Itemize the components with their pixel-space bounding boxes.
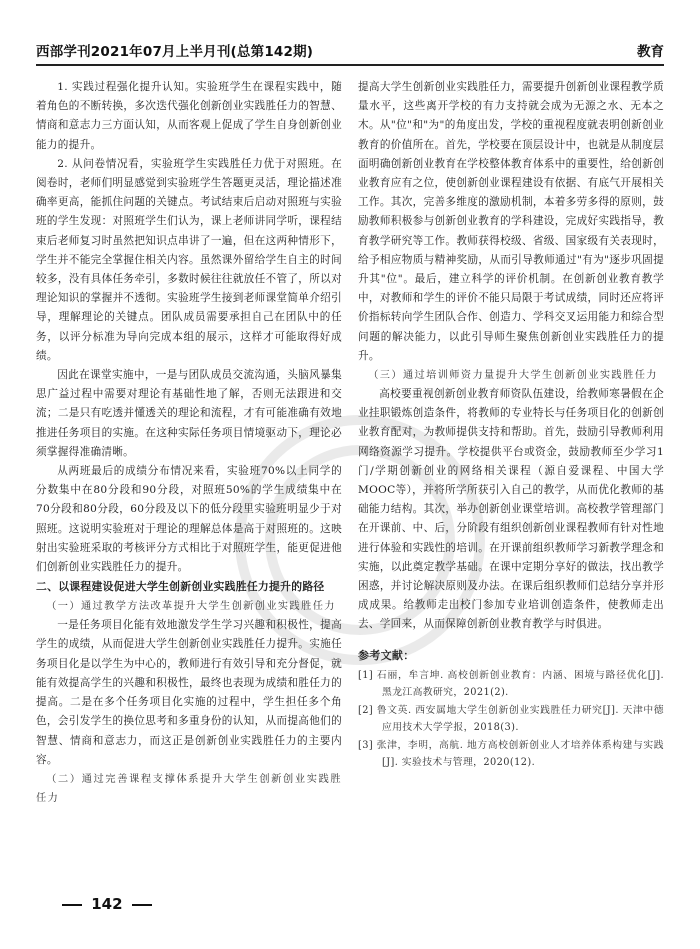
- paragraph: 高校要重视创新创业教育师资队伍建设，给教师寒暑假在企业挂职锻炼创造条件，将教师的专业特长与任务项目化的创新创业教育配对，为教师提供支持和帮助。首先，鼓励引导教师利用网络资源学习提升。学校提供平台或资金，鼓励教师至少学习1门/学期创新创业的网络相关课程（源自爱课程、中国大学MOOC等），并将所学所获引入自己的教学，从而优化教师的基础能力结构。其次，举办创新创业课堂培训。高校教学管理部门在开课前、中、后，分阶段有组织创新创业课程教师有针对性地进行体验和实践性的培训。在开课前组织教师学习新教学理念和实施，以此奠定教学基础。在课中定期分享好的做法，找出教学困惑，并讨论解决原则及办法。在课后组织教师们总结分享并形成成果。给教师走出校门参加专业培训创造条件，使教师走出去、学回来，从而保障创新创业教育教学与时俱进。: [358, 388, 664, 631]
- reference-list: [358, 667, 664, 772]
- footer-dash-left: [62, 904, 82, 906]
- page-footer: [58, 895, 198, 921]
- references-title: 参考文献：: [358, 648, 415, 662]
- left-column: [36, 78, 342, 808]
- footer-dash-right: [132, 904, 152, 906]
- header-rule: [36, 64, 664, 66]
- paragraph: 2. 从问卷情况看，实验班学生实践胜任力优于对照班。在阅卷时，老师们明显感觉到实验班学生答题更灵活，理论描述准确率更高，能抓住问题的关键点。考试结束后启动对照班与实验班的学生发现：对照班学生们认为，课上老师讲同学听，课程结束后老师复习时虽然把知识点串讲了一遍，但在这两种情形下，学生并不能完全掌握住相关内容。虽然课外留给学生自主的时间较多，没有具体任务牵引，多数时候往往就放任不管了，所以对理论知识的掌握并不透彻。实验班学生接到老师课堂简单介绍引导，理解理论的关键点。团队成员需要承担自己在团队中的任务，以评分标准为导向完成本组的展示，这样才可能取得好成绩。: [36, 157, 342, 362]
- right-column: [358, 78, 664, 772]
- subsection-heading: （一）通过教学方法改革提升大学生创新创业实践胜任力: [46, 601, 336, 613]
- journal-issue-title: 西部学刊2021年07月上半月刊(总第142期): [36, 44, 314, 60]
- section-heading: 二、以课程建设促进大学生创新创业实践胜任力提升的路径: [36, 580, 325, 594]
- paragraph: 因此在课堂实施中，一是与团队成员交流沟通，头脑风暴集思广益过程中需要对理论有基础性地了解，否则无法跟进和交流；二是只有吃透并懂透关的理论和流程，才有可能准确有效地推进任务项目的实施。在这种实际任务项目情境驱动下，理论必须掌握得准确清晰。: [36, 369, 342, 458]
- paragraph: 从两班最后的成绩分布情况来看，实验班70%以上同学的分数集中在80分段和90分段，对照班50%的学生成绩集中在70分段和80分段，60分段及以下的低分段里实验班明显少于对照班。这说明实验班对于理论的理解总体是高于对照班的。这映射出实验班采取的考核评分方式相比于对照班学生，能更促进他们创新创业实践胜任力的提升。: [36, 465, 342, 574]
- running-header: [36, 38, 664, 60]
- page-number: 142: [91, 895, 123, 913]
- subsection-heading: （三）通过培训师资力量提升大学生创新创业实践胜任力: [368, 370, 658, 382]
- subsection-heading: （二）通过完善课程支撑体系提升大学生创新创业实践胜任力: [36, 773, 342, 804]
- paragraph: 提高大学生创新创业实践胜任力，需要提升创新创业课程教学质量水平，这些离开学校的有力支持就会成为无源之水、无本之木。从"位"和"为"的角度出发，学校的重视程度就表明创新创业教育的价值所在。首先，学校要在顶层设计中，也就是从制度层面明确创新创业教育在学校整体教育体系中的重要性，给创新创业教育应有之位，使创新创业课程建设有依据、有底气开展相关工作。其次，完善多维度的激励机制，本着多劳多得的原则，鼓励教师积极参与创新创业教育的学科建设，完成好实践指导，教育教学研究等工作。教师获得校级、省级、国家级有关表现时，给予相应物质与精神奖励，从而引导教师通过"有为"逐步巩固提升其"位"。最后，建立科学的评价机制。在创新创业教育教学中，对教师和学生的评价不能只局限于考试成绩，同时还应将评价指标转向学生团队合作、创造力、学科交叉运用能力和综合型问题的解决能力，以此引导师生聚焦创新创业实践胜任力的提升。: [358, 81, 664, 362]
- paragraph: 一是任务项目化能有效地激发学生学习兴趣和积极性，提高学生的成绩，从而促进大学生创新创业实践胜任力提升。实施任务项目化是以学生为中心的，教师进行有效引导和充分督促，就能有效提高学生的兴趣和积极性，最终也表现为成绩和胜任力的提高。二是在多个任务项目化实施的过程中，学生担任多个角色，会引发学生的换位思考和多重身份的认知，从而提高他们的智慧、情商和意志力，而这正是创新创业实践胜任力的主要内容。: [36, 619, 342, 766]
- reference-item: [1] 石丽，牟言坤. 高校创新创业教育：内涵、困境与路径优化[J]. 黑龙江高教研究，2021(2).: [358, 669, 664, 699]
- paragraph: 1. 实践过程强化提升认知。实验班学生在课程实践中，随着角色的不断转换，多次迭代强化创新创业实践胜任力的智慧、情商和意志力三方面认知，从而客观上促成了学生自身创新创业能力的提升。: [36, 81, 342, 151]
- reference-item: [3] 张津，李明，高航. 地方高校创新创业人才培养体系构建与实践[J]. 实验技术与管理，2020(12).: [358, 739, 664, 769]
- reference-item: [2] 鲁文英. 西安属地大学生创新创业实践胜任力研究[J]. 天津中德应用技术大学学报，2018(3).: [358, 704, 664, 734]
- section-label: 教育: [637, 44, 664, 60]
